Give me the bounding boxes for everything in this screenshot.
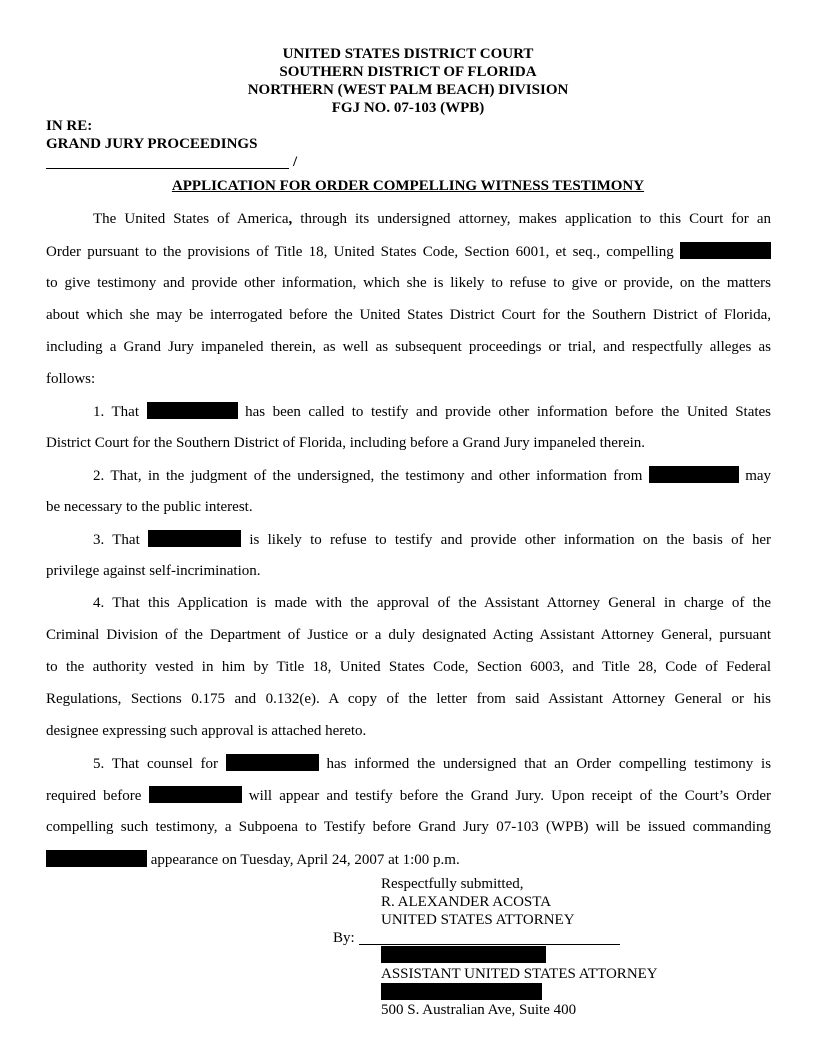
signature-line: [359, 944, 620, 945]
para-5-line-4: appearance on Tuesday, April 24, 2007 at 1:00 p.m.: [46, 850, 771, 869]
redaction-block: [226, 754, 319, 771]
redaction-block: [46, 850, 147, 867]
para-1-line-1: 1. That has been called to testify and provide other information before the United States: [93, 404, 772, 420]
para-1-line-2: District Court for the Southern District of Florida, including before a Grand Jury impaneled therein.: [46, 435, 646, 451]
signature-title: UNITED STATES ATTORNEY: [381, 912, 575, 928]
caption-in-re: IN RE:: [46, 118, 93, 134]
redaction-block: [680, 242, 771, 259]
signature-ausa: ASSISTANT UNITED STATES ATTORNEY: [381, 966, 658, 982]
court-name: UNITED STATES DISTRICT COURT: [282, 46, 534, 62]
signature-closing: Respectfully submitted,: [381, 876, 524, 892]
para-4-line-4: Regulations, Sections 0.175 and 0.132(e). A copy of the letter from said Assistant Attorney General or his: [46, 691, 771, 707]
caption-matter: GRAND JURY PROCEEDINGS: [46, 136, 258, 152]
signature-address: 500 S. Australian Ave, Suite 400: [381, 1002, 577, 1018]
caption-rule: [46, 168, 289, 169]
para-2-line-2: be necessary to the public interest.: [46, 499, 253, 515]
intro-line-3: to give testimony and provide other information, which she is likely to refuse to give or provide, on the matters: [46, 275, 771, 291]
document-title: APPLICATION FOR ORDER COMPELLING WITNESS TESTIMONY: [171, 178, 645, 194]
redaction-block: [381, 946, 546, 963]
intro-line-1: The United States of America, through its undersigned attorney, makes application to this Court for an: [93, 211, 771, 227]
intro-line-4: about which she may be interrogated before the United States District Court for the Southern District of Florida,: [46, 307, 771, 323]
caption-slash: /: [293, 154, 298, 170]
redaction-block: [148, 530, 241, 547]
para-5-line-1: 5. That counsel for has informed the undersigned that an Order compelling testimony is: [93, 756, 772, 772]
para-4-line-2: Criminal Division of the Department of Justice or a duly designated Acting Assistant Attorney General, pursuant: [46, 627, 771, 643]
para-4-line-3: to the authority vested in him by Title 18, United States Code, Section 6003, and Title 28, Code of Federal: [46, 659, 771, 675]
para-2-line-1: 2. That, in the judgment of the undersigned, the testimony and other information from may: [93, 468, 772, 484]
district-name: SOUTHERN DISTRICT OF FLORIDA: [279, 64, 537, 80]
intro-line-2: Order pursuant to the provisions of Title 18, United States Code, Section 6001, et seq., compelling: [46, 242, 771, 261]
para-4-line-1: 4. That this Application is made with the approval of the Assistant Attorney General in charge of the: [93, 595, 771, 611]
para-3-line-2: privilege against self-incrimination.: [46, 563, 261, 579]
para-5-line-3: compelling such testimony, a Subpoena to Testify before Grand Jury 07-103 (WPB) will be issued commanding: [46, 819, 771, 835]
intro-line-6: follows:: [46, 371, 96, 387]
signature-by-label: By:: [333, 930, 355, 946]
redaction-block: [649, 466, 739, 483]
redaction-block: [147, 402, 238, 419]
para-5-line-2: required before will appear and testify before the Grand Jury. Upon receipt of the Court’s Order: [46, 788, 772, 804]
redaction-block: [381, 983, 542, 1000]
intro-line-5: including a Grand Jury impaneled therein, as well as subsequent proceedings or trial, and respectfully alleges as: [46, 339, 771, 355]
division-name: NORTHERN (WEST PALM BEACH) DIVISION: [247, 82, 569, 98]
para-3-line-1: 3. That is likely to refuse to testify and provide other information on the basis of her: [93, 532, 772, 548]
para-4-line-5: designee expressing such approval is attached hereto.: [46, 723, 367, 739]
redaction-block: [149, 786, 242, 803]
signature-name: R. ALEXANDER ACOSTA: [381, 894, 552, 910]
case-number: FGJ NO. 07-103 (WPB): [331, 100, 485, 116]
